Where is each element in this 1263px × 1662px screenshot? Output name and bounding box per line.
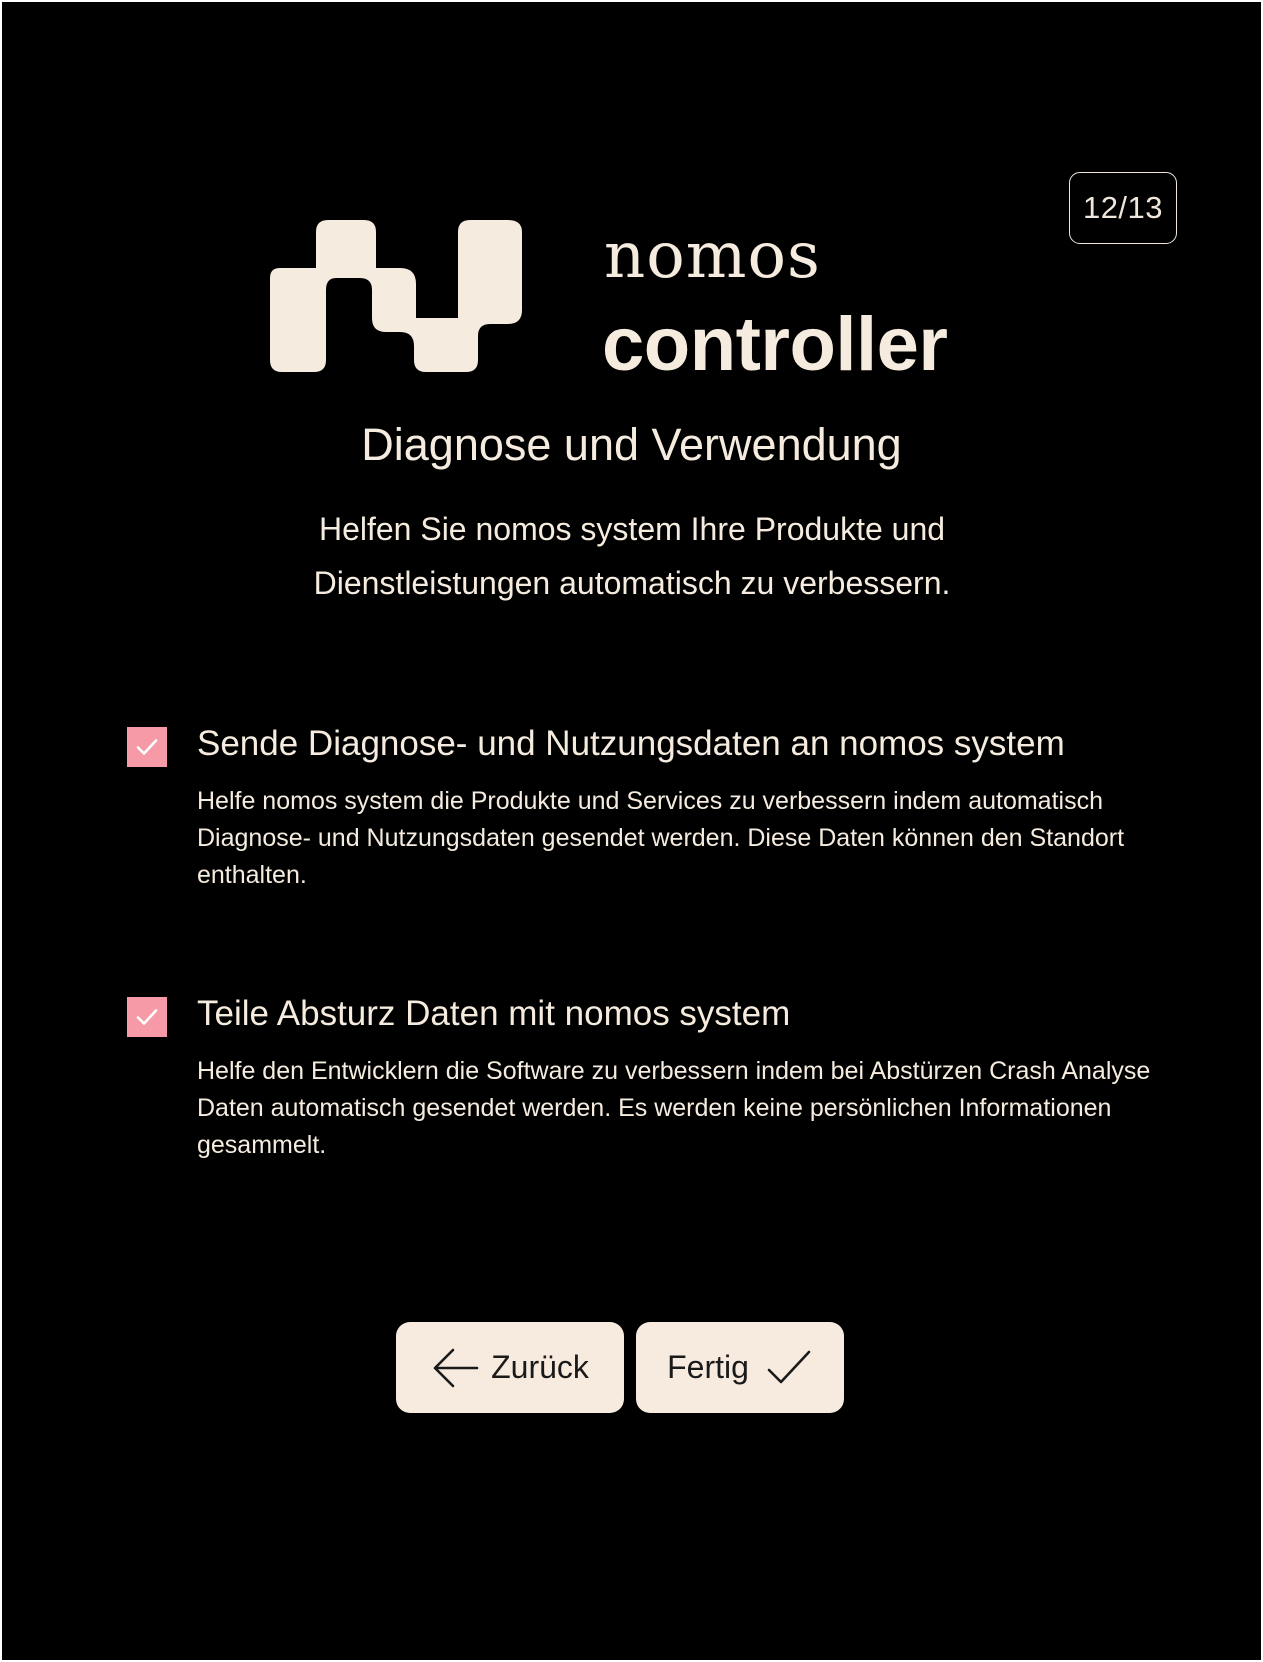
step-counter-badge — [1069, 172, 1177, 244]
checkmark-icon — [134, 1004, 160, 1030]
page-title: Diagnose und Verwendung — [361, 419, 902, 470]
page-subtitle: Helfen Sie nomos system Ihre Produkte und Dienstleistungen automatisch zu verbessern. — [313, 511, 951, 601]
diagnostics-label[interactable]: Sende Diagnose- und Nutzungsdaten an nomos system — [197, 724, 1065, 763]
setup-screen — [2, 2, 1261, 1660]
back-button-label: Zurück — [491, 1349, 589, 1385]
done-button-label: Fertig — [667, 1349, 749, 1385]
back-button[interactable] — [396, 1322, 624, 1413]
arrow-left-icon — [431, 1346, 481, 1390]
step-counter-text: 12/13 — [1082, 190, 1164, 225]
diagnostics-description: Helfe nomos system die Produkte und Services zu verbessern indem automatisch Diagnose- und Nutzungsdaten gesendet werden. Diese Daten können den Standort enthalten. — [197, 787, 1125, 889]
done-button[interactable] — [636, 1322, 844, 1413]
crash-data-checkbox[interactable] — [127, 997, 167, 1037]
checkmark-icon — [765, 1348, 813, 1388]
brand-name-line1: nomos — [604, 219, 821, 293]
crash-data-label[interactable]: Teile Absturz Daten mit nomos system — [197, 994, 791, 1033]
brand-name-line2: controller — [602, 302, 948, 387]
diagnostics-checkbox[interactable] — [127, 727, 167, 767]
checkmark-icon — [134, 734, 160, 760]
crash-data-description: Helfe den Entwicklern die Software zu verbessern indem bei Abstürzen Crash Analyse Daten automatisch gesendet werden. Es werden keine persönlichen Informationen gesammelt. — [197, 1057, 1151, 1159]
nomos-logo-icon — [268, 218, 524, 374]
